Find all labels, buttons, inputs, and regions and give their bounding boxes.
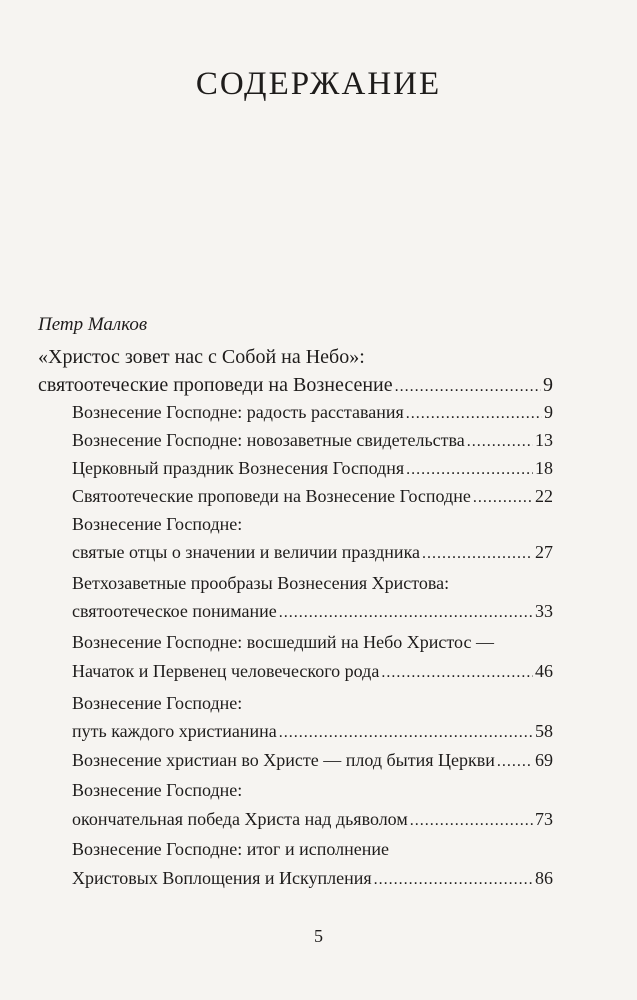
page-title: СОДЕРЖАНИЕ <box>195 66 442 102</box>
leader-dots <box>473 489 533 507</box>
toc-main-title-1: «Христос зовет нас с Собой на Небо»: <box>38 346 365 368</box>
toc-page-number: 69 <box>535 750 553 770</box>
leader-dots <box>381 664 533 682</box>
leader-dots <box>410 812 533 830</box>
toc-entry-line-1 <box>72 632 553 653</box>
toc-page-number: 73 <box>535 809 553 829</box>
toc-page-number: 86 <box>535 868 553 888</box>
toc-page-number: 9 <box>544 402 553 422</box>
author-name: Петр Малков <box>38 314 148 335</box>
toc-entry <box>72 486 553 507</box>
toc-entry-title: святые отцы о значении и величии праздника <box>72 542 421 562</box>
toc-entry <box>72 458 553 479</box>
toc-entry <box>72 750 553 771</box>
toc-entry-line-1 <box>72 514 553 535</box>
toc-entry-title: Начаток и Первенец человеческого рода <box>72 661 380 681</box>
toc-entry-line-2 <box>72 661 553 682</box>
leader-dots <box>406 405 542 423</box>
toc-entry-line-1 <box>72 693 553 714</box>
toc-page-number: 9 <box>543 374 553 396</box>
toc-page-number: 46 <box>535 661 553 681</box>
toc-entry <box>72 430 553 451</box>
toc-entry-line-2 <box>72 809 553 830</box>
toc-entry-line-1 <box>72 573 553 594</box>
toc-entry-title: Вознесение Господне: <box>72 514 243 534</box>
leader-dots <box>467 433 533 451</box>
leader-dots <box>406 461 533 479</box>
toc-page-number: 58 <box>535 721 553 741</box>
toc-entry-title: Вознесение Господне: <box>72 693 243 713</box>
leader-dots <box>395 378 541 396</box>
leader-dots <box>497 753 533 771</box>
toc-entry-title: Вознесение Господне: <box>72 780 243 800</box>
toc-entry-line-2 <box>72 542 553 563</box>
toc-entry-line-2 <box>72 601 553 622</box>
leader-dots <box>422 545 533 563</box>
toc-entry-title: святоотеческое понимание <box>72 601 277 621</box>
toc-entry-title: окончательная победа Христа над дьяволом <box>72 809 408 829</box>
toc-entry-title: Вознесение христиан во Христе — плод бытия Церкви <box>72 750 495 770</box>
toc-page-number: 27 <box>535 542 553 562</box>
toc-entry-title: Вознесение Господне: радость расставания <box>72 402 404 422</box>
toc-page-number: 33 <box>535 601 553 621</box>
toc-entry-line-2 <box>72 721 553 742</box>
toc-entry-title: Вознесение Господне: итог и исполнение <box>72 839 389 859</box>
toc-page-number: 18 <box>535 458 553 478</box>
toc-entry-line-1 <box>72 839 553 860</box>
toc-entry-line-2 <box>72 868 553 889</box>
leader-dots <box>374 871 533 889</box>
toc-entry <box>72 402 553 423</box>
toc-entry-title: путь каждого христианина <box>72 721 277 741</box>
leader-dots <box>279 724 533 742</box>
toc-entry-title: Церковный праздник Вознесения Господня <box>72 458 405 478</box>
toc-entry-title: Вознесение Господне: восшедший на Небо Христос — <box>72 632 494 652</box>
toc-page-number: 22 <box>535 486 553 506</box>
page-number: 5 <box>314 926 323 946</box>
toc-entry-line-1 <box>72 780 553 801</box>
toc-page-number: 13 <box>535 430 553 450</box>
toc-entry-title: Вознесение Господне: новозаветные свидетельства <box>72 430 465 450</box>
toc-entry-title: Святоотеческие проповеди на Вознесение Господне <box>72 486 471 506</box>
toc-main-line-2 <box>38 374 553 397</box>
leader-dots <box>279 604 533 622</box>
toc-entry-title: Христовых Воплощения и Искупления <box>72 868 372 888</box>
toc-main-line-1 <box>38 346 553 369</box>
toc-entry-title: Ветхозаветные прообразы Вознесения Христова: <box>72 573 450 593</box>
toc-main-title-2: святоотеческие проповеди на Вознесение <box>38 374 393 396</box>
